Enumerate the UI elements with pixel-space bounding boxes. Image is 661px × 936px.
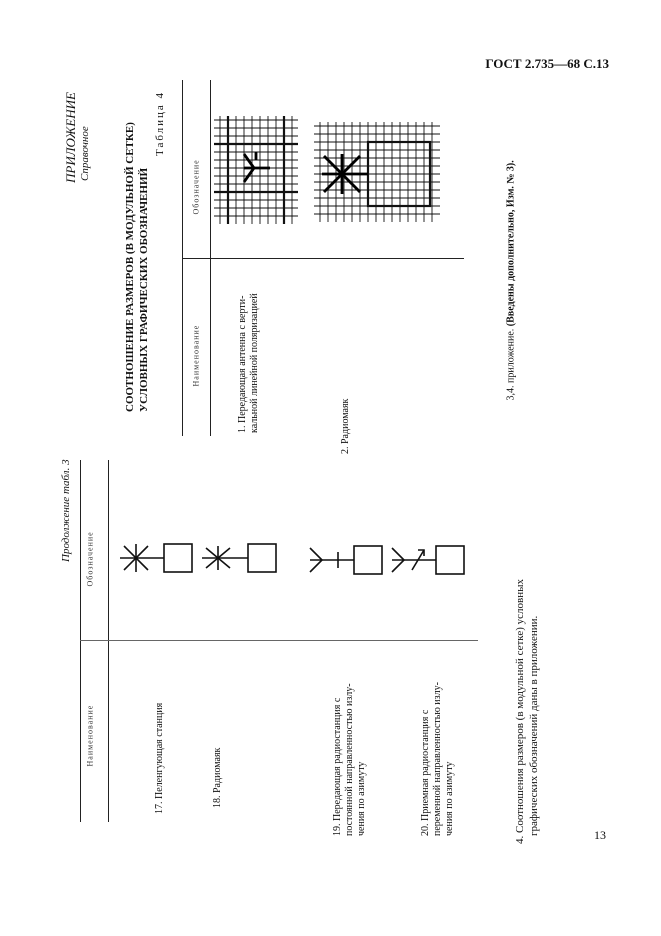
column-header-symbol: Обозначение — [191, 159, 201, 215]
antenna-grid-drawing — [214, 116, 298, 224]
row-18-name: 18. Радиомаяк — [212, 747, 223, 808]
amendment-note: 3,4. приложение. (Введены дополнительно, Изм. № 3). — [505, 160, 517, 401]
continuation-label: Продолжение табл. 3 — [60, 459, 72, 562]
table-4-row-2-name: 2. Радиомаяк — [340, 398, 351, 454]
row-17-name: 17. Пеленгующая станция — [154, 702, 165, 814]
radio-beacon-symbol — [200, 538, 280, 578]
column-header-name: Наименование — [85, 704, 95, 767]
appendix-heading: УСЛОВНЫХ ГРАФИЧЕСКИХ ОБОЗНАЧЕНИЙ — [138, 167, 150, 412]
page-header: ГОСТ 2.735—68 С.13 — [485, 56, 609, 71]
table-rule — [80, 460, 81, 822]
page-number: 13 — [594, 828, 606, 842]
radio-beacon-grid-drawing — [314, 122, 440, 222]
table-rule — [182, 258, 464, 259]
direction-finding-station-symbol — [118, 538, 198, 578]
table-4-label: Таблица 4 — [154, 90, 166, 156]
appendix-subtitle: Справочное — [79, 126, 91, 181]
transmitting-station-constant-direction-symbol — [308, 542, 388, 578]
appendix-title: ПРИЛОЖЕНИЕ — [63, 92, 78, 183]
column-header-name: Наименование — [191, 324, 201, 387]
column-header-symbol: Обозначение — [85, 531, 95, 587]
receiving-station-variable-direction-symbol — [390, 542, 470, 578]
appendix-heading: СООТНОШЕНИЕ РАЗМЕРОВ (В МОДУЛЬНОЙ СЕТКЕ) — [124, 122, 136, 412]
table-rule — [80, 640, 478, 641]
table-rule — [108, 460, 109, 822]
